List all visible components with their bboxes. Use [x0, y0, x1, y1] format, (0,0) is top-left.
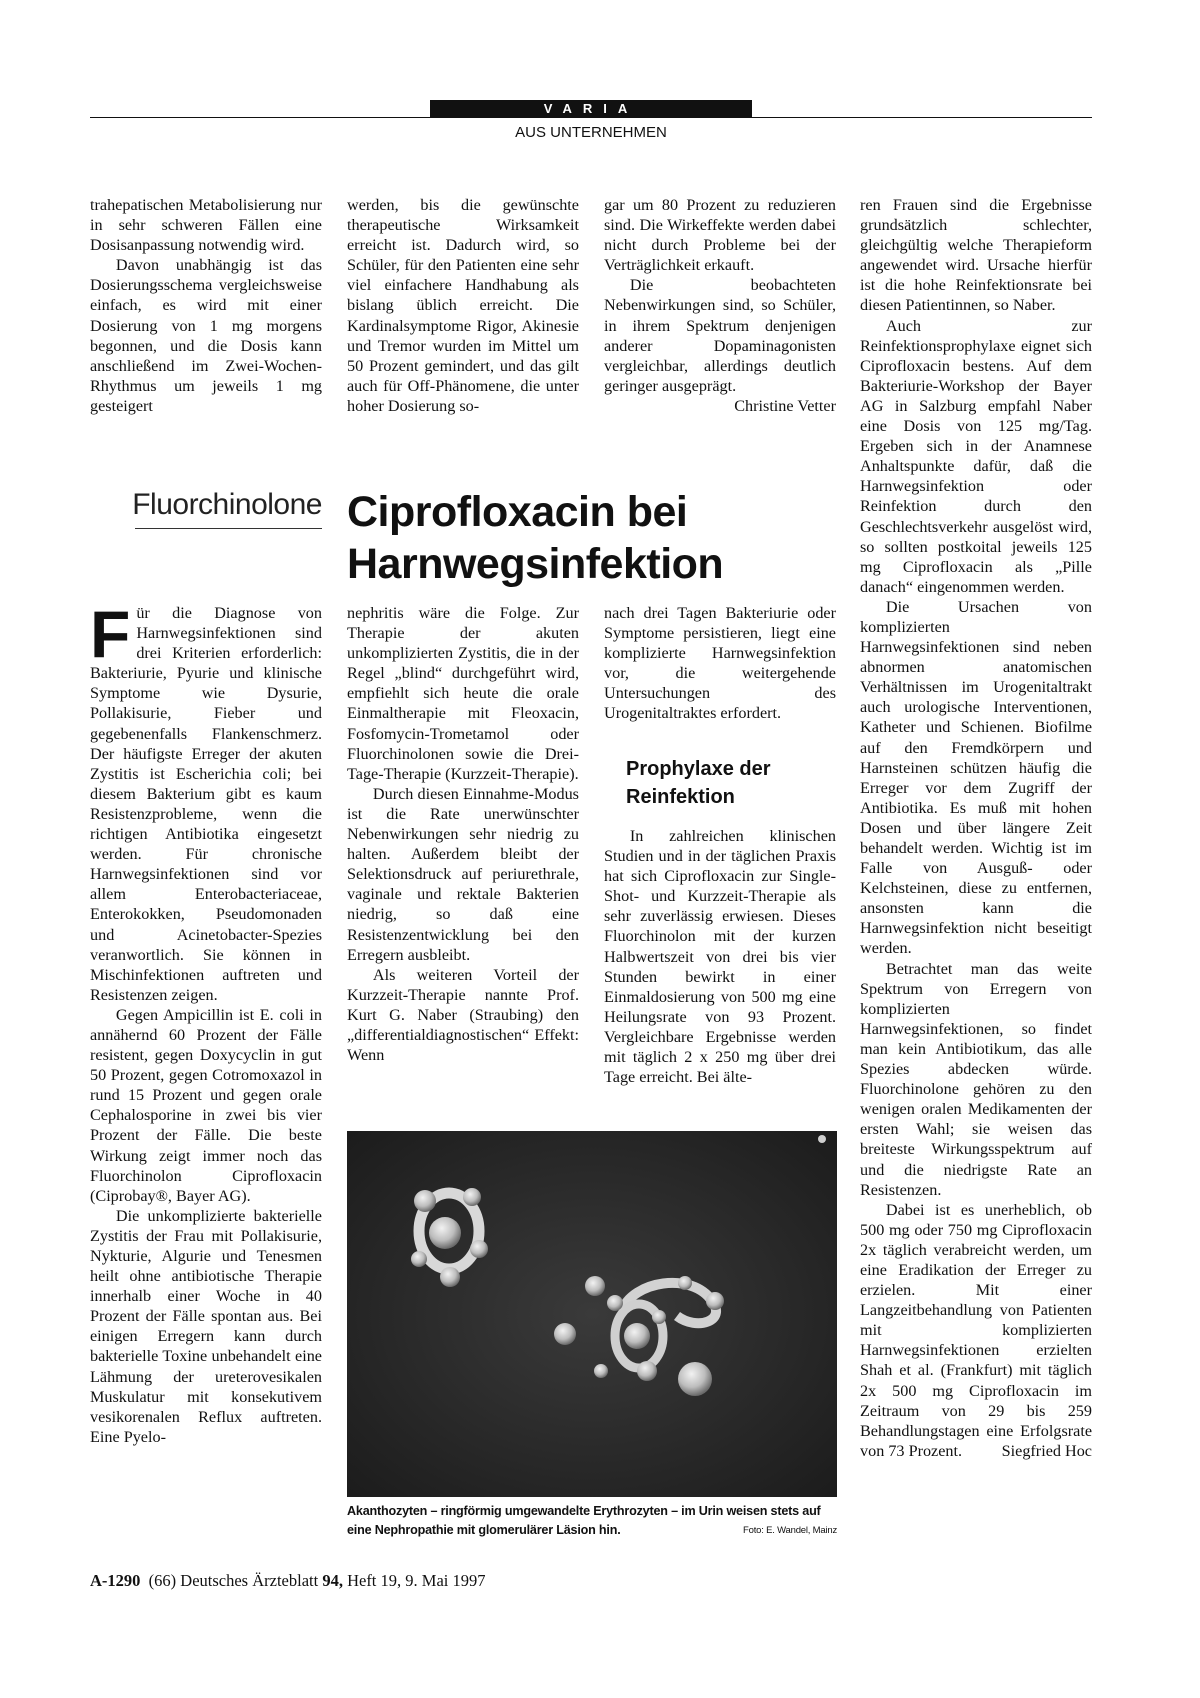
article-col1 [90, 597, 322, 1447]
volume: 94, [322, 1571, 343, 1590]
article-paragraph: Betrachtet man das weite Spektrum von Erregern von komplizierten Harnwegsinfektionen, so findet man kein Antibiotikum, das alle Spezies abdecken würde. Fluorchinolone gehören zu den wenigen oralen Medikamenten der ersten Wahl; sie weisen das breiteste Wirkungsspektrum auf und die niedrigste Rate an Resistenzen. [860, 959, 1092, 1199]
issue-prefix: (66) Deutsches Ärzteblatt [148, 1571, 319, 1590]
section-label: VARIA [430, 100, 752, 118]
prev-author: Christine Vetter [734, 396, 836, 415]
photo-caption: Akanthozyten – ringförmig umgewandelte Erythrozyten – im Urin weisen stets auf eine Nephropathie mit glomerulärer Läsion hin. Foto: E. Wandel, Mainz [347, 1502, 837, 1540]
page-footer [90, 1571, 485, 1591]
article-paragraph: Die Ursachen von komplizierten Harnwegsinfektionen sind neben abnormen anatomischen Verhältnissen im Urogenitaltrakt auch urologische Interventionen, Katheter und Schienen. Biofilme auf den Fremdkörpern und Harnsteinen schützen häufig die Erreger vor dem Zugriff der Antibiotika. Es muß mit hohen Dosen und über längere Zeit behandelt werden. Wichtig ist im Falle von Ausguß- oder Kelchsteinen, diese zu entfernen, ansonsten kann die Harnwegsinfektion nicht beseitigt werden. [860, 597, 1092, 958]
article-paragraph: nach drei Tagen Bakteriurie oder Symptome persistieren, liegt eine komplizierte Harnwegsinfektion vor, die weitergehende Untersuchungen des Urogenitaltraktes erfordert. [604, 604, 836, 723]
article-col2 [347, 603, 579, 1065]
article-paragraph: Für die Diagnose von Harnwegsinfektionen sind drei Kriterien erforderlich: Bakteriurie, Pyurie und klinische Symptome wie Dysurie, Pollakisurie, Fieber und gegebenenfalls Flankenschmerz. Der häufigste Erreger der akuten Zystitis ist Escherichia coli; bei diesem Bakterium gibt es kaum Resistenzprobleme, wenn die richtigen Antibiotika eingesetzt werden. Für chronische Harnwegsinfektionen sind vor allem Enterobacteriaceae, Enterokokken, Pseudomonaden und Acinetobacter-Spezies veranwortlich. Sie können in Mischinfektionen auftreten und Resistenzen zeigen. [90, 597, 322, 1004]
issue-suffix: Heft 19, 9. Mai 1997 [347, 1571, 486, 1590]
erythrocyte [585, 1276, 605, 1296]
headline-line-1: Ciprofloxacin bei [347, 488, 688, 536]
subsection-label: AUS UNTERNEHMEN [515, 124, 667, 141]
article-paragraph: Durch diesen Einnahme-Modus ist die Rate unerwünschter Nebenwirkungen sehr niedrig zu halten. Außerdem bleibt der Selektionsdruck auf periurethrale, vaginale und rektale Bakterien niedrig, so daß eine Resistenzentwicklung bei den Erregern ausbleibt. [347, 784, 579, 964]
subheading: Prophylaxe der Reinfektion [626, 758, 771, 808]
article-paragraph: Gegen Ampicillin ist E. coli in annähernd 60 Prozent der Fälle resistent, gegen Doxycyclin in gut 50 Prozent, gegen Cotromoxazol in rund 15 Prozent und gegen orale Cephalosporine in zwei bis vier Prozent der Fälle. Die beste Wirkung zeigt immer noch das Fluorchinolon Ciprofloxacin (Ciprobay®, Bayer AG). [90, 1005, 322, 1205]
article-col3-top [604, 603, 836, 724]
photo-credit: Foto: E. Wandel, Mainz [743, 1525, 837, 1536]
article-col4 [860, 195, 1092, 1461]
article-paragraph: Dabei ist es unerheblich, ob 500 mg oder 750 mg Ciprofloxacin 2x täglich verabreicht werden, um eine Eradikation der Erreger zu erzielen. Mit einer Langzeitbehandlung von Patienten mit komplizierten Harnwegsinfektionen erzielten Shah et al. (Frankfurt) mit täglich 2x 500 mg Ciprofloxacin im Zeitraum von 29 bis 259 Behandlungstagen eine Erfolgsrate von 73 Prozent. Siegfried Hoc [860, 1200, 1092, 1460]
rubric: Fluorchinolone [132, 488, 322, 521]
rubric-rule [135, 528, 322, 529]
article-paragraph: Auch zur Reinfektionsprophylaxe eignet sich Ciprofloxacin bestens. Auf dem Bakteriurie-Workshop der Bayer AG in Salzburg empfahl Naber eine Dosis von 125 mg/Tag. Ergeben sich in der Anamnese Anhaltspunkte dafür, daß die Harnwegsinfektion oder Reinfektion durch den Geschlechtsverkehr ausgelöst wird, so sollten postkoital jeweils 125 mg Ciprofloxacin als „Pille danach“ eingenommen werden. [860, 316, 1092, 596]
erythrocyte [678, 1362, 712, 1396]
prev-paragraph: Davon unabhängig ist das Dosierungsschema vergleichsweise einfach, es wird mit einer Dosierung von 1 mg morgens begonnen, und die Dosis kann anschließend im Zwei-Wochen-Rhythmus um jeweils 1 mg gesteigert [90, 256, 322, 415]
article-col3-bottom [604, 826, 836, 1087]
prev-paragraph: trahepatischen Metabolisierung nur in sehr schweren Fällen eine Dosisanpassung notwendig wird. [90, 196, 322, 255]
article-author: Siegfried Hoc [1001, 1441, 1092, 1460]
article-paragraph: Die unkomplizierte bakterielle Zystitis der Frau mit Pollakisurie, Nykturie, Algurie und Tenesmen heilt ohne antibiotische Therapie innerhalb einer Woche in 40 Prozent der Fälle spontan aus. Bei einigen Erregern kann durch bakterielle Toxine unbehandelt eine Lähmung der ureterovesikalen Muskulatur mit konsekutivem vesikorenalen Reflux auftreten. Eine Pyelo- [90, 1206, 322, 1446]
prev-article-col2 [347, 195, 579, 416]
prev-paragraph: werden, bis die gewünschte therapeutische Wirksamkeit erreicht ist. Dadurch wird, so Schüler, für den Patienten eine sehr viel einfachere Handhabung als bislang üblich erreicht. Die Kardinalsymptome Rigor, Akinesie und Tremor wurden im Mittel um 50 Prozent gemindert, und das gilt auch für Off-Phänomene, die unter hoher Dosierung so- [347, 196, 579, 415]
headline-line-2: Harnwegsinfektion [347, 540, 724, 588]
prev-paragraph: Die beobachteten Nebenwirkungen sind, so Schüler, in ihrem Spektrum denjenigen anderer Dopaminagonisten vergleichbar, allerdings deutlich geringer ausgeprägt. Christine Vetter [604, 276, 836, 415]
headline [347, 486, 867, 590]
article-paragraph: ren Frauen sind die Ergebnisse grundsätzlich schlechter, gleichgültig welche Therapieform angewendet wird. Ursache hierfür ist die hohe Reinfektionsrate bei diesen Patientinnen, so Naber. [860, 196, 1092, 315]
page-code: A-1290 [90, 1571, 141, 1590]
prev-paragraph: gar um 80 Prozent zu reduzieren sind. Die Wirkeffekte werden dabei nicht durch Probleme bei der Verträglichkeit erkauft. [604, 196, 836, 275]
speck [818, 1135, 826, 1143]
erythrocyte [554, 1323, 576, 1345]
erythrocyte [594, 1364, 608, 1378]
article-paragraph: nephritis wäre die Folge. Zur Therapie der akuten unkomplizierten Zystitis, die in der Regel „blind“ durchgeführt wird, empfiehlt sich heute die orale Einmaltherapie mit Fleoxacin, Fosfomycin-Trometamol oder Fluorchinolonen sowie die Drei-Tage-Therapie (Kurzzeit-Therapie). [347, 604, 579, 783]
article-paragraph: Als weiteren Vorteil der Kurzzeit-Therapie nannte Prof. Kurt G. Naber (Straubing) den „differentialdiagnostischen“ Effekt: Wenn [347, 965, 579, 1065]
dropcap: F [90, 597, 131, 671]
micrograph-image [347, 1131, 837, 1497]
article-paragraph: In zahlreichen klinischen Studien und in der täglichen Praxis hat sich Ciprofloxacin zur Single-Shot- und Kurzzeit-Therapie als sehr zuverlässig erwiesen. Dieses Fluorchinolon mit der kurzen Halbwertszeit von drei bis vier Stunden bewirkt in einer Einmaldosierung von 500 mg eine Heilungsrate von 93 Prozent. Vergleichbare Ergebnisse werden mit täglich 2 x 250 mg über drei Tage erreicht. Bei älte- [604, 827, 836, 1087]
prev-article-col1 [90, 195, 322, 416]
prev-article-col3 [604, 195, 836, 416]
micrograph-photo [347, 1131, 837, 1497]
